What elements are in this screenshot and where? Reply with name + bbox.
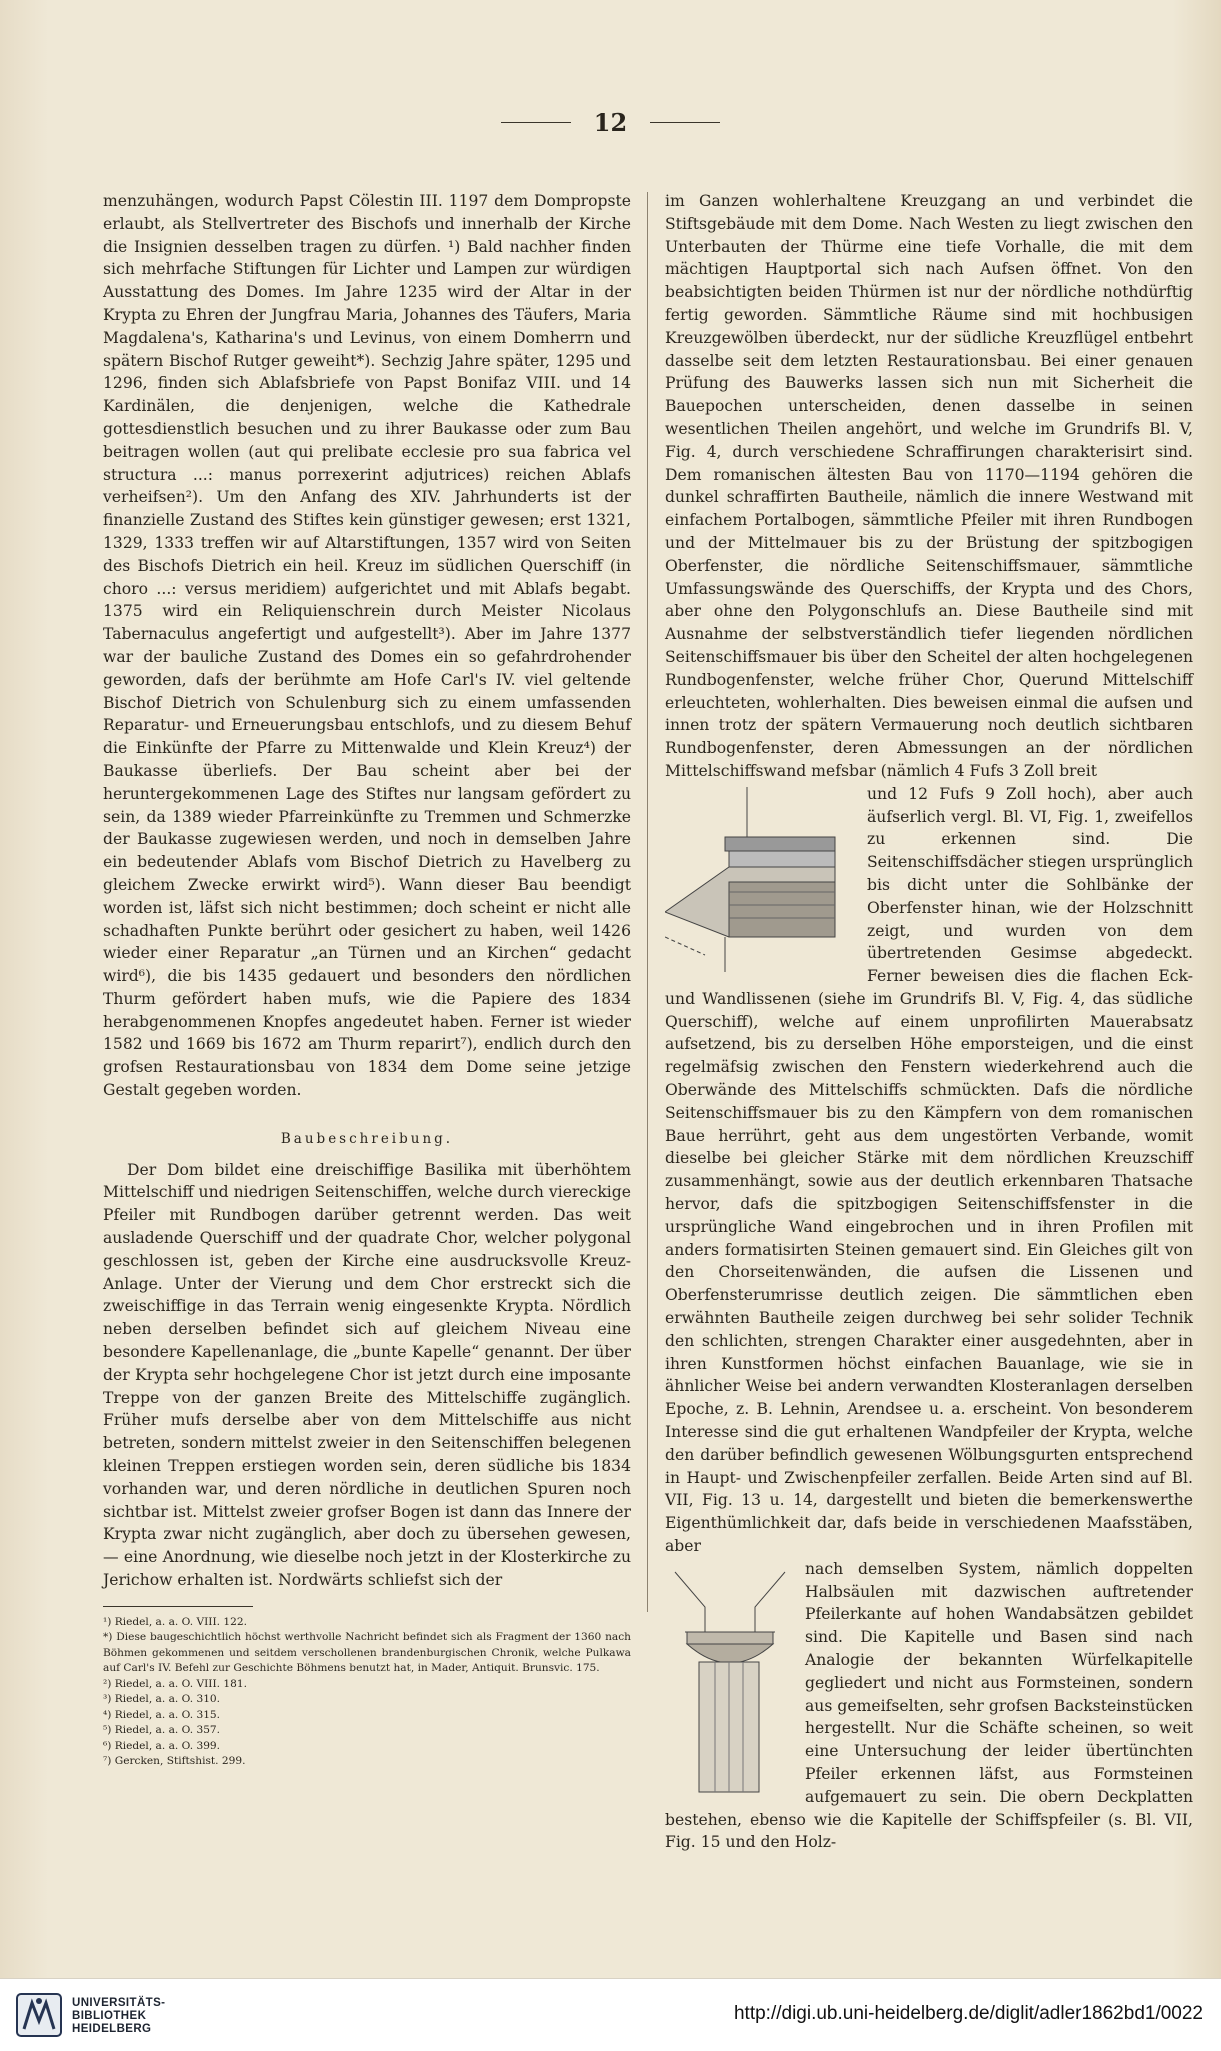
footnote-4: ⁴) Riedel, a. a. O. 315.	[103, 1708, 221, 1721]
left-paragraph-2: Der Dom bildet eine dreischiffige Basilika mit überhöhtem Mittelschiff und niedrigen Seitenschiffen, welche durch viereckige Pfeiler mit Rundbogen darüber getrennt werden. Das weit ausladende Querschiff und der quadrate Chor, welcher polygonal geschlossen ist, geben der Kirche eine ausdrucksvolle Kreuz-Anlage. Unter der Vierung und dem Chor erstreckt sich die zweischiffige in das Terrain wenig eingesenkte Krypta. Nördlich neben derselben befindet sich auf gleichem Niveau eine besondere Kapellenanlage, die „bunte Kapelle“ genannt. Der über der Krypta sehr hochgelegene Chor ist jetzt durch eine imposante Treppe von der ganzen Breite des Mittelschiffe zugänglich. Früher mufs derselbe aber von dem Mittelschiffe aus nicht betreten, sondern mittelst zweier in den Seitenschiffen belegenen kleinen Treppen erstiegen worden sein, deren südliche bis 1834 vorhanden war, und deren nördliche in deutlichen Spuren noch sichtbar ist. Mittelst zweier grofser Bogen ist dann das Innere der Krypta zwar nicht zugänglich, aber doch zu übersehen gewesen, — eine Anordnung, wie dieselbe noch jetzt in der Klosterkirche zu Jerichow erhalten ist. Nordwärts schliefst sich der	[103, 1160, 631, 1590]
right-column	[665, 190, 1193, 1854]
left-column	[103, 190, 631, 1770]
woodcut-pier-capital	[665, 1562, 793, 1802]
library-name-line-1: UNIVERSITÄTS-	[72, 1997, 166, 2009]
footnote-rule	[103, 1606, 253, 1607]
left-paragraph-1: menzuhängen, wodurch Papst Cölestin III. 1197 dem Dompropste erlaubt, als Stellvertreter des Bischofs und innerhalb der Kirche die Insignien desselben tragen zu dürfen. ¹) Bald nachher finden sich mehrfache Stiftungen für Lichter und Lampen zur würdigen Ausstattung des Domes. Im Jahre 1235 wird der Altar in der Krypta zu Ehren der Jungfrau Maria, Johannes des Täufers, Maria Magdalena's, Katharina's und Levinus, von einem Domherrn und spätern Bischof Rutger geweiht*). Sechzig Jahre später, 1295 und 1296, finden sich Ablafsbriefe von Papst Bonifaz VIII. und 14 Kardinälen, die denjenigen, welche die Kathedrale gottesdienstlich besuchen und zu ihrer Baukasse oder zum Bau beitragen wollen (aut qui prelibate ecclesie pro sua fabrica vel structura ...: manus porrexerint adjutrices) reichen Ablafs verheifsen²). Um den Anfang des XIV. Jahrhunderts ist der finanzielle Zustand des Stiftes kein günstiger gewesen; erst 1321, 1329, 1333 treffen wir auf Altarstiftungen, 1357 wird von Seiten des Bischofs Dietrich ein heil. Kreuz im südlichen Querschiff (in choro ...: versus meridiem) aufgerichtet und mit Ablafs begabt. 1375 wird ein Reliquienschrein durch Meister Nicolaus Tabernaculus angefertigt und aufgestellt³). Aber im Jahre 1377 war der bauliche Zustand des Domes ein so gefahrdrohender geworden, dafs der berühmte am Hofe Carl's IV. viel geltende Bischof Dietrich von Schulenburg sich zu einem umfassenden Reparatur- und Erneuerungsbau entschlofs, und zu diesem Behuf die Einkünfte der Pfarre zu Mittenwalde und Klein Kreuz⁴) der Baukasse überliefs. Der Bau scheint aber bei der heruntergekommenen Lage des Stiftes nur langsam gefördert zu sein, da 1389 wieder Pfarreinkünfte zu Tremmen und Schmerzke der Baukasse zugewiesen werden, und noch in demselben Jahre ein bedeutender Ablafs vom Bischof Dietrich zu Havelberg zu gleichem Zwecke erwirkt wird⁵). Wann dieser Bau beendigt worden ist, läfst sich nicht bestimmen; doch scheint er nicht alle schadhaften Punkte berührt oder gesichert zu haben, weil 1426 wieder einer Reparatur „an Türnen und an Kirchen“ gedacht wird⁶), die bis 1435 gedauert und besonders den nördlichen Thurm gefördert haben mufs, wie die Papiere des 1834 herabgenommenen Knopfes angedeutet haben. Ferner ist wieder 1582 und 1669 bis 1672 am Thurm reparirt⁷), endlich durch den grofsen Restaurationsbau von 1834 dem Dome seine jetzige Gestalt gegeben worden.	[103, 192, 631, 1100]
footnote-3: ³) Riedel, a. a. O. 310.	[103, 1693, 221, 1706]
header-rule-left	[501, 122, 571, 123]
woodcut-roof-section	[665, 787, 855, 977]
library-name	[72, 1997, 165, 2036]
footnote-6: ⁶) Riedel, a. a. O. 399.	[103, 1739, 221, 1752]
page-header	[0, 108, 1221, 137]
library-name-line-2: BIBLIOTHEK	[72, 2010, 147, 2022]
column-divider	[647, 192, 648, 1612]
right-paragraph-1c: nach demselben System, nämlich doppelten Halbsäulen mit dazwischen auftretender Pfeilerkante auf hohen Wandabsätzen gebildet sind. Die Kapitelle und Basen sind nach Analogie der bekannten Würfelkapitelle gegliedert und nicht aus Formsteinen, sondern aus gemeifselten, sehr grofsen Backsteinstücken hergestellt. Nur die Schäfte scheinen, so weit eine Untersuchung der leider übertünchten Pfeiler erkennen läfst, aus Formsteinen aufgemauert zu sein. Die obern Deckplatten bestehen, ebenso wie die Kapitelle der Schiffspfeiler (s. Bl. VII, Fig. 15 und den Holz-	[665, 1559, 1193, 1852]
university-seal-logo	[14, 1991, 64, 2039]
page-number: 12	[593, 108, 628, 137]
library-footer	[0, 1978, 1221, 2051]
footnote-5: ⁵) Riedel, a. a. O. 357.	[103, 1724, 221, 1737]
footnote-star: *) Diese baugeschichtlich höchst werthvolle Nachricht befindet sich als Fragment der 1360 nach Böhmen gekommenen und seitdem verschollenen brandenburgischen Chronik, welche Pulkawa auf Carl's IV. Befehl zur Geschichte Böhmens benutzt hat, in Mader, Antiquit. Brunsvic. 175.	[103, 1631, 631, 1675]
section-heading: Baubeschreibung.	[280, 1130, 454, 1147]
right-paragraph-1a: im Ganzen wohlerhaltene Kreuzgang an und verbindet die Stiftsgebäude mit dem Dome. Nach Westen zu liegt zwischen den Unterbauten der Thürme eine tiefe Vorhalle, die mit dem mächtigen Hauptportal sich nach Aufsen öffnet. Von den beabsichtigten beiden Thürmen ist nur der nördliche nothdürftig fertig geworden. Sämmtliche Räume sind mit hochbusigen Kreuzgewölben überdeckt, nur der südliche Kreuzflügel entbehrt dasselbe seit dem letzten Restaurationsbau. Bei einer genauen Prüfung des Bauwerks lassen sich nun mit Sicherheit die Bauepochen unterscheiden, denen dasselbe in seinen wesentlichen Theilen angehört, und welche im Grundrifs Bl. V, Fig. 4, durch verschiedene Schraffirungen charakterisirt sind. Dem romanischen ältesten Bau von 1170—1194 gehören die dunkel schraffirten Bautheile, nämlich die innere Westwand mit einfachem Portalbogen, sämmtliche Pfeiler mit ihren Rundbogen und der Mittelmauer bis zu der Brüstung der spitzbogigen Oberfenster, die nördliche Seitenschiffsmauer, sämmtliche Umfassungswände des Querschiffs, der Krypta und des Chors, aber ohne den Polygonschlufs an. Diese Bautheile sind mit Ausnahme der selbstverständlich tiefer liegenden nördlichen Seitenschiffsmauer bis über den Scheitel der alten hochgelegenen Rundbogenfenster, welche früher Chor, Querund Mittelschiff erleuchteten, wohlerhalten. Dies beweisen einmal die aufsen und innen trotz der spätern Vermauerung noch deutlich sichtbaren Rundbogenfenster, deren Abmessungen an der nördlichen Mittelschiffswand mefsbar (nämlich 4 Fufs 3 Zoll breit	[665, 192, 1193, 780]
footnotes	[103, 1615, 631, 1770]
right-paragraph-1b: und 12 Fufs 9 Zoll hoch), aber auch äufserlich vergl. Bl. VI, Fig. 1, zweifellos zu erkennen sind. Die Seitenschiffsdächer stiegen ursprünglich bis dicht unter die Sohlbänke der Oberfenster hinan, wie der Holzschnitt zeigt, und wurden von dem übertretenden Gesimse abgedeckt. Ferner beweisen dies die flachen Eck- und Wandlissenen (siehe im Grundrifs Bl. V, Fig. 4, das südliche Querschiff), welche auf einem unprofilirten Mauerabsatz aufsetzend, bis zu derselben Höhe emporsteigen, und die einst regelmäfsig zwischen den Fenstern wiederkehrend auch die Oberwände des Mittelschiffs schmückten. Dafs die nördliche Seitenschiffsmauer bis zu den Kämpfern von dem romanischen Baue herrührt, geht aus dem ungestörten Verbande, womit dieselbe bei gleicher Stärke mit dem nördlichen Kreuzschiff zusammenhängt, sowie aus der deutlich erkennbaren Thatsache hervor, dafs die spitzbogigen Seitenschiffsfenster in die ursprüngliche Wand eingebrochen und in ihren Profilen mit anders formatisirten Steinen gemauert sind. Ein Gleiches gilt von den Chorseitenwänden, die aufsen die Lissenen und Oberfensterumrisse deutlich zeigen. Die sämmtlichen eben erwähnten Bautheile zeigen durchweg bei sehr solider Technik den schlichten, strengen Charakter einer ausgedehnten, aber in ihren Kunstformen höchst einfachen Bauanlage, wie sie in ähnlicher Weise bei andern verwandten Klosteranlagen derselben Epoche, z. B. Lehnin, Arendsee u. a. erscheint. Von besonderem Interesse sind die gut erhaltenen Wandpfeiler der Krypta, welche den darüber befindlich gewesenen Wölbungsgurten entsprechend in Haupt- und Zwischenpfeiler zerfallen. Beide Arten sind auf Bl. VII, Fig. 13 u. 14, dargestellt und bieten die bemerkenswerthe Eigenthümlichkeit dar, dafs beide in verschiedenen Maafsstäben, aber	[665, 784, 1193, 1556]
footnote-7: ⁷) Gercken, Stiftshist. 299.	[103, 1755, 246, 1768]
library-name-line-3: HEIDELBERG	[72, 2023, 152, 2035]
footnote-2: ²) Riedel, a. a. O. VIII. 181.	[103, 1677, 247, 1690]
footnote-1: ¹) Riedel, a. a. O. VIII. 122.	[103, 1615, 247, 1628]
digitization-link[interactable]: http://digi.ub.uni-heidelberg.de/diglit/adler1862bd1/0022	[733, 2003, 1203, 2024]
header-rule-right	[650, 122, 720, 123]
